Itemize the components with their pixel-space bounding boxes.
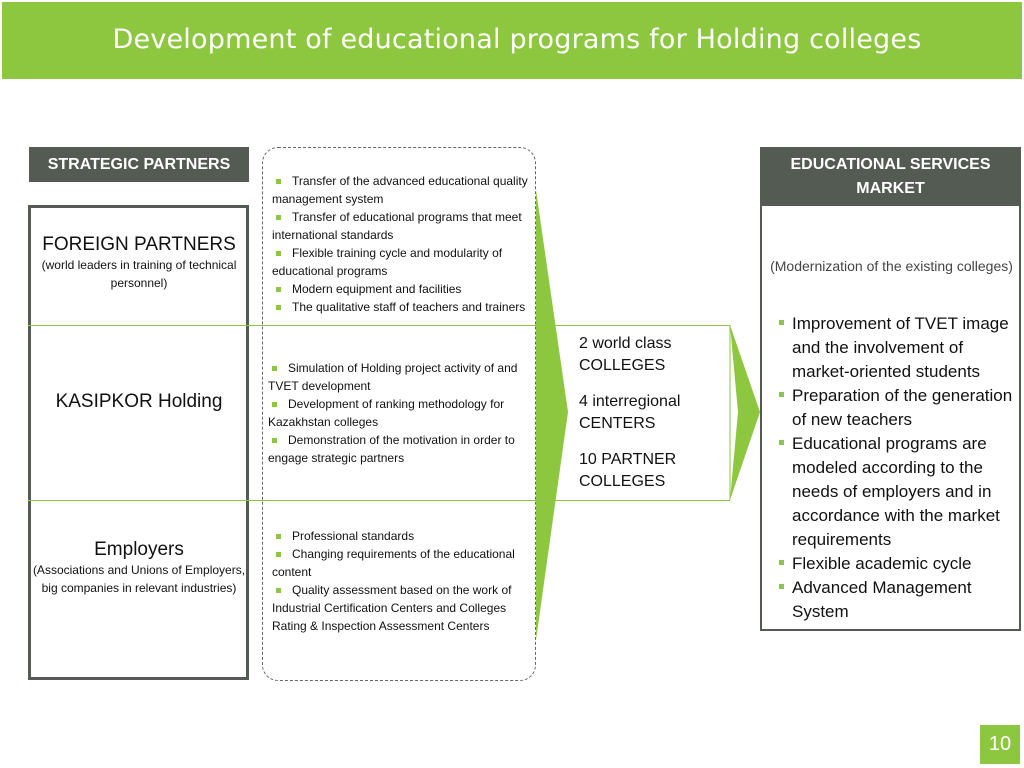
list-item: Quality assessment based on the work of Industrial Certification Centers and Colleges Rating & Inspection Assessment Centers [272, 581, 520, 635]
slide-title: Development of educational programs for Holding colleges [112, 24, 922, 55]
market-list [770, 312, 1014, 624]
market-heading: EDUCATIONAL SERVICES MARKET [760, 147, 1021, 206]
list-item: Preparation of the generation of new teachers [770, 384, 1014, 432]
list-item: Transfer of educational programs that meet international standards [272, 208, 530, 244]
center-item-partner-colleges: 10 PARTNER COLLEGES [579, 451, 677, 490]
list-item: Professional standards [272, 527, 520, 545]
list-item: Advanced Management System [770, 576, 1014, 624]
list-item: Simulation of Holding project activity of and TVET development [268, 359, 534, 395]
list-item: Improvement of TVET image and the involvement of market-oriented students [770, 312, 1014, 384]
foreign-partners-title: FOREIGN PARTNERS [42, 234, 236, 255]
center-item-centers: 4 interregional CENTERS [579, 393, 681, 432]
page-number: 10 [980, 725, 1020, 764]
list-item: Transfer of the advanced educational quality management system [272, 172, 530, 208]
list-item: Demonstration of the motivation in order to engage strategic partners [268, 431, 534, 467]
market-note: (Modernization of the existing colleges) [770, 258, 1013, 274]
list-item: Changing requirements of the educational content [272, 545, 520, 581]
list-item: Flexible training cycle and modularity of educational programs [272, 244, 530, 280]
employers-desc: (Associations and Unions of Employers, big companies in relevant industries) [32, 563, 246, 595]
tall-arrow-shape [536, 190, 568, 640]
list-item: Educational programs are modeled according to the needs of employers and in accordance with the market requirements [770, 432, 1014, 552]
strategic-partners-heading: STRATEGIC PARTNERS [29, 147, 249, 182]
list-item: Development of ranking methodology for Kazakhstan colleges [268, 395, 534, 431]
centers-box [568, 325, 730, 501]
chevron-arrow-shape [730, 325, 760, 500]
list-item: Modern equipment and facilities [272, 280, 530, 298]
employers-title: Employers [94, 539, 184, 560]
foreign-partners-desc: (world leaders in training of technical personnel) [41, 258, 237, 290]
list-item: Flexible academic cycle [770, 552, 1014, 576]
list-item: The qualitative staff of teachers and trainers [272, 298, 530, 316]
holding-title: KASIPKOR Holding [55, 391, 223, 412]
center-item-colleges: 2 world class COLLEGES [579, 335, 672, 374]
